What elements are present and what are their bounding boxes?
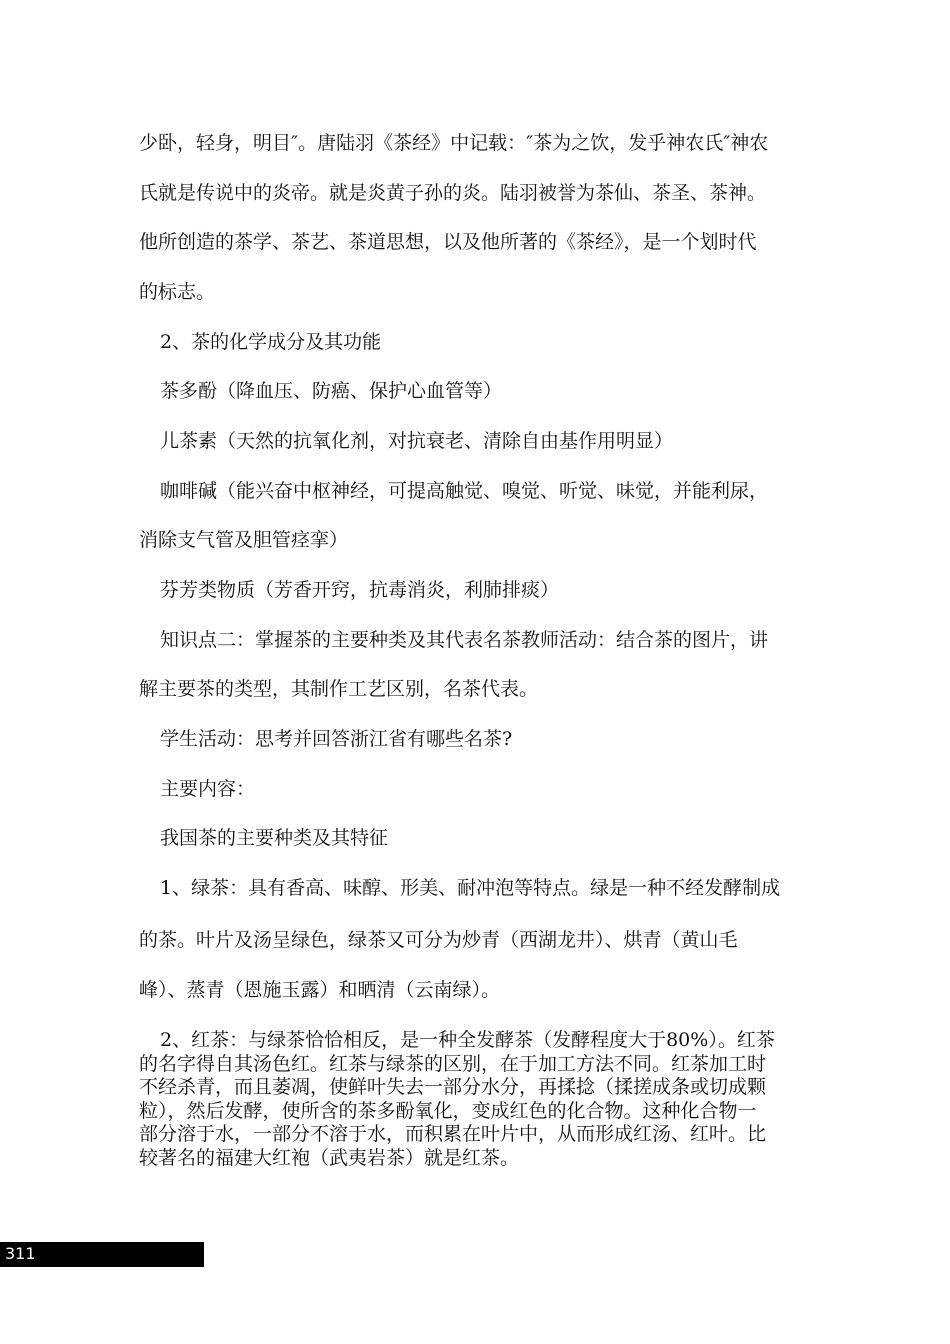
main-content-label: 主要内容： <box>160 778 256 800</box>
list-item: 儿茶素（天然的抗氧化剂，对抗衰老、清除自由基作用明显） <box>160 430 674 452</box>
body-text-line: 的标志。 <box>139 281 216 303</box>
page-number: 311 <box>5 1244 36 1263</box>
list-item: 茶多酚（降血压、防癌、保护心血管等） <box>160 380 503 402</box>
knowledge-point: 知识点二：掌握茶的主要种类及其代表名茶教师活动：结合茶的图片，讲 <box>160 629 769 651</box>
subheading: 我国茶的主要种类及其特征 <box>160 827 389 849</box>
section-heading: 2、茶的化学成分及其功能 <box>160 331 382 353</box>
page-number-bar <box>0 1242 204 1267</box>
paragraph-line: 较著名的福建大红袍（武夷岩茶）就是红茶。 <box>139 1146 520 1169</box>
list-item: 咖啡碱（能兴奋中枢神经，可提高触觉、嗅觉、听觉、味觉，并能利尿， <box>160 480 769 502</box>
body-text-line: 的茶。叶片及汤呈绿色，绿茶又可分为炒青（西湖龙井）、烘青（黄山毛 <box>139 929 738 951</box>
paragraph-line: 粒），然后发酵，使所含的茶多酚氧化，变成红色的化合物。这种化合物一 <box>139 1099 757 1122</box>
body-text-line: 解主要茶的类型，其制作工艺区别，名茶代表。 <box>139 678 539 700</box>
student-activity: 学生活动：思考并回答浙江省有哪些名茶? <box>160 728 513 750</box>
paragraph-line: 不经杀青，而且萎凋，使鲜叶失去一部分水分，再揉捻（揉搓成条或切成颗 <box>139 1076 767 1099</box>
paragraph-line: 的名字得自其汤色红。红茶与绿茶的区别，在于加工方法不同。红茶加工时 <box>139 1052 767 1075</box>
red-tea-paragraph <box>139 1028 819 1170</box>
body-text-line: 少卧，轻身，明目″。唐陆羽《茶经》中记载：″茶为之饮，发乎神农氏″神农 <box>139 132 769 154</box>
paragraph-line: 部分溶于水，一部分不溶于水，而积累在叶片中，从而形成红汤、红叶。比 <box>139 1123 767 1146</box>
body-text-line: 峰）、蒸青（恩施玉露）和晒清（云南绿）。 <box>139 979 501 1001</box>
body-text-line: 他所创造的茶学、茶艺、茶道思想，以及他所著的《茶经》，是一个划时代 <box>139 231 757 253</box>
green-tea-paragraph: 1、绿茶：具有香高、味醇、形美、耐冲泡等特点。绿是一种不经发酵制成 <box>160 877 781 899</box>
body-text-line: 氏就是传说中的炎帝。就是炎黄子孙的炎。陆羽被誉为茶仙、茶圣、茶神。 <box>139 182 767 204</box>
list-item: 芬芳类物质（芳香开窍，抗毒消炎，利肺排痰） <box>160 579 560 601</box>
paragraph-line: 2、红茶：与绿茶恰恰相反，是一种全发酵茶（发酵程度大于80%）。红茶 <box>160 1029 775 1051</box>
body-text-line: 消除支气管及胆管痉挛） <box>139 529 349 551</box>
